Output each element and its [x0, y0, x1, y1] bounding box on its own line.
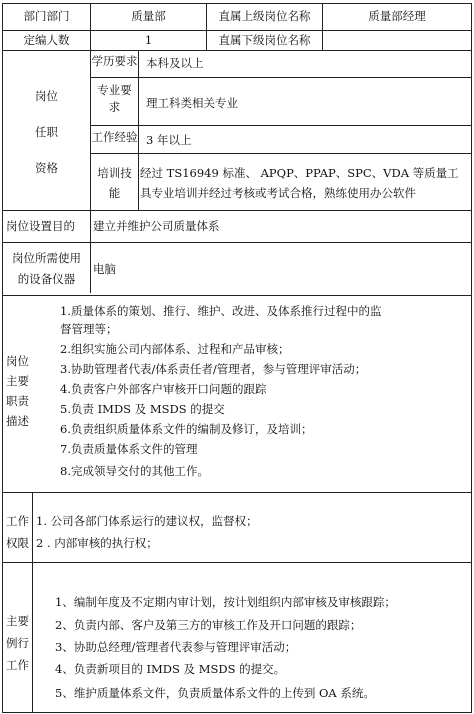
- duties-label-3: 职责: [6, 394, 29, 408]
- table-row-divider: [90, 77, 472, 78]
- table-row-divider: [2, 562, 472, 563]
- routine-line: 4、负责新项目的 IMDS 及 MSDS 的提交。: [55, 662, 286, 676]
- purpose-value: 建立并维护公司质量体系: [93, 219, 220, 233]
- table-row-divider: [90, 125, 472, 126]
- table-row-divider: [2, 210, 472, 211]
- equipment-value: 电脑: [93, 262, 116, 276]
- routine-line: 1、编制年度及不定期内审计划，按计划组织内部审核及审核跟踪；: [55, 595, 396, 609]
- experience-value: 3 年以上: [146, 133, 192, 147]
- headcount-label: 定编人数: [23, 33, 70, 47]
- subordinate-label: 直属下级岗位名称: [218, 33, 311, 47]
- headcount-value: 1: [144, 33, 153, 47]
- major-label: [91, 82, 138, 124]
- education-value: 本科及以上: [146, 56, 204, 70]
- table-row-divider: [2, 242, 472, 243]
- table-col-divider: [138, 50, 139, 211]
- duty-line: 督管理等；: [60, 322, 118, 336]
- table-col-divider: [32, 492, 33, 713]
- duties-label-2: 主要: [6, 374, 29, 388]
- qualify-label-2: 任职: [35, 125, 58, 139]
- table-border-bottom: [2, 712, 472, 713]
- duty-line: 3.协助管理者代表/体系责任者/管理者，参与管理评审活动；: [60, 362, 367, 376]
- duty-line: 8.完成领导交付的其他工作。: [60, 464, 209, 478]
- qualify-label-1: 岗位: [35, 89, 58, 103]
- equipment-label-1: 岗位所需使用: [12, 251, 81, 265]
- superior-value: 质量部经理: [368, 9, 426, 23]
- routine-line: 3、协助总经理/管理者代表参与管理评审活动；: [55, 640, 297, 654]
- authority-label-2: 权限: [6, 536, 29, 550]
- authority-line: 2 . 内部审核的执行权；: [36, 536, 158, 550]
- duty-line: 1.质量体系的策划、推行、维护、改进、及体系推行过程中的监: [60, 304, 382, 318]
- table-row-divider: [2, 492, 472, 493]
- table-row-divider: [2, 50, 472, 51]
- major-label-text: 专业要求: [97, 83, 132, 114]
- duty-line: 5.负责 IMDS 及 MSDS 的提交: [60, 402, 225, 416]
- table-row-divider: [90, 153, 472, 154]
- training-label-2: 能: [108, 186, 121, 200]
- superior-label: 直属上级岗位名称: [218, 9, 311, 23]
- qualify-label-3: 资格: [35, 161, 58, 175]
- routine-line: 2、负责内部、客户及第三方的审核工作及开口问题的跟踪；: [55, 618, 362, 632]
- education-label: 学历要求: [91, 54, 138, 68]
- routine-label-2: 例行: [6, 636, 29, 650]
- routine-label-1: 主要: [6, 614, 29, 628]
- routine-label-3: 工作: [6, 658, 29, 672]
- routine-line: 5、维护质量体系文件，负责质量体系文件的上传到 OA 系统。: [55, 686, 375, 700]
- major-value: 理工科类相关专业: [146, 96, 238, 110]
- table-row-divider: [2, 295, 472, 296]
- dept-label: 部门部门: [23, 9, 70, 23]
- equipment-label-2: 的设备仪器: [17, 272, 76, 286]
- table-row-divider: [2, 30, 472, 31]
- experience-label: 工作经验: [91, 130, 138, 144]
- training-value-1: 经过 TS16949 标准、 APQP、PPAP、SPC、VDA 等质量工: [140, 166, 459, 180]
- authority-label-1: 工作: [6, 514, 29, 528]
- dept-value: 质量部: [131, 9, 166, 23]
- duty-line: 2.组织实施公司内部体系、过程和产品审核；: [60, 342, 290, 356]
- purpose-label: 岗位设置目的: [6, 219, 75, 233]
- training-label-1: 培训技: [97, 166, 132, 180]
- duties-label-4: 描述: [6, 414, 29, 428]
- authority-line: 1. 公司各部门体系运行的建议权，监督权；: [36, 514, 258, 528]
- table-border-right: [471, 3, 472, 713]
- duties-label-1: 岗位: [6, 354, 29, 368]
- duty-line: 6.负责组织质量体系文件的编制及修订，及培训；: [60, 422, 313, 436]
- duty-line: 7.负责质量体系文件的管理: [60, 442, 198, 456]
- duty-line: 4.负责客户外部客户审核开口问题的跟踪: [60, 382, 267, 396]
- table-border-top: [2, 3, 472, 4]
- training-value-2: 具专业培训并经过考核或考试合格，熟练使用办公软件: [140, 186, 416, 200]
